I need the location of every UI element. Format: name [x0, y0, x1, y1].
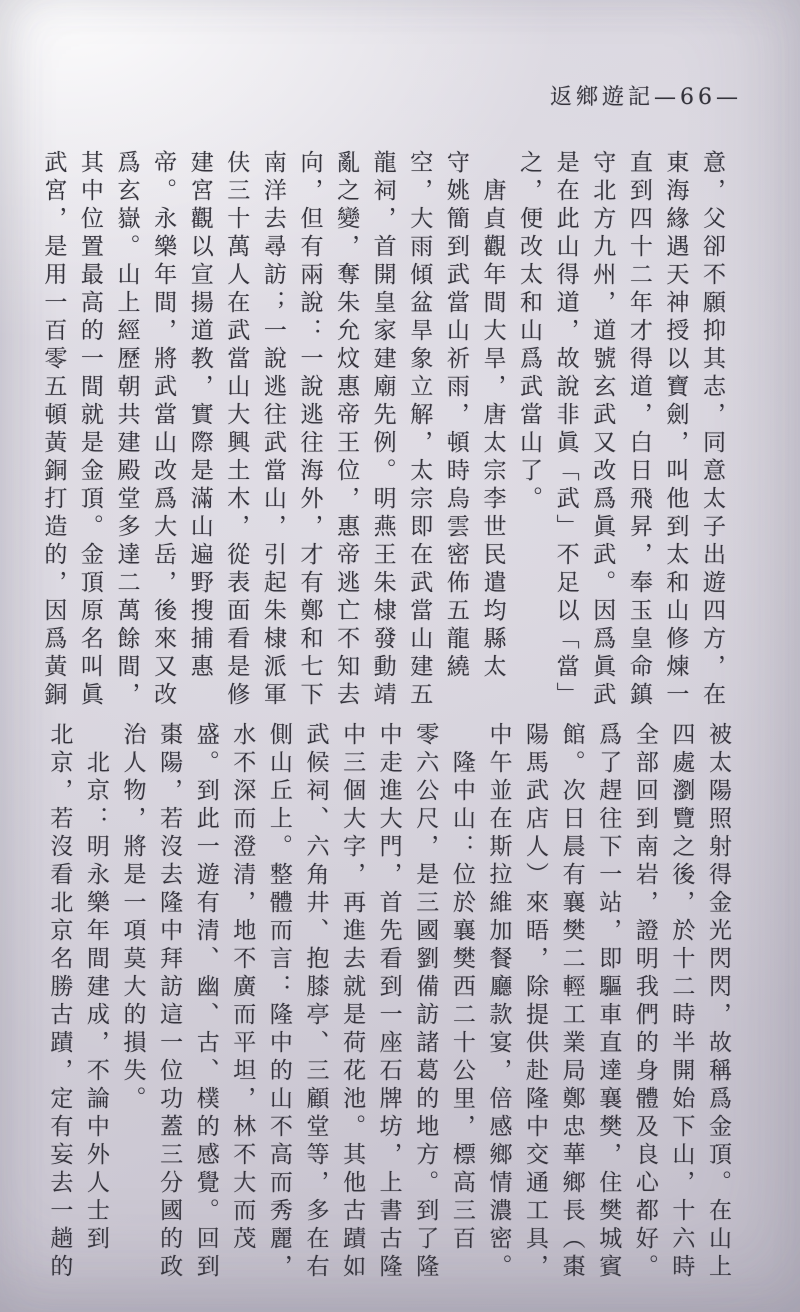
- text-column: 全部回到南岩，證明我們的身體及良心都好。: [631, 722, 658, 1282]
- text-column: 治人物，將是一項莫大的損失。: [119, 722, 146, 1114]
- text-column: 守北方九州，道號玄武又改爲眞武。因爲眞武: [589, 150, 616, 710]
- text-column: 是在此山得道，故說非眞「武」不足以「當」: [552, 150, 579, 710]
- text-column: 陽馬武店人）來晤，除提供赴隆中交通工具，: [522, 722, 549, 1282]
- text-column: 棗陽，若沒去隆中拜訪這一位功蓋三分國的政: [156, 722, 183, 1282]
- text-column: 中走進大門，首先看到一座石牌坊，上書古隆: [375, 722, 402, 1282]
- text-column: 被太陽照射得金光閃閃，故稱爲金頂。在山上: [705, 722, 731, 1282]
- text-column: 唐貞觀年間大旱，唐太宗李世民遣均縣太: [479, 150, 506, 682]
- text-column: 伕三十萬人在武當山大興土木，從表面看是修: [223, 150, 250, 710]
- text-column: 其中位置最高的一間就是金頂。金頂原名叫眞: [76, 150, 103, 710]
- text-column: 中三個大字，再進去就是荷花池。其他古蹟如: [339, 722, 366, 1282]
- text-column: 之，便改太和山爲武當山了。: [516, 150, 543, 514]
- text-column: 館。次日晨有襄樊二輕工業局鄭忠華鄉長（棗: [558, 722, 585, 1282]
- text-column: 盛。到此一遊有清、幽、古、樸的感覺。回到: [192, 722, 219, 1282]
- text-column: 武宮，是用一百零五頓黃銅打造的，因爲黃銅: [40, 150, 67, 710]
- text-column: 亂之變，奪朱允炆惠帝王位，惠帝逃亡不知去: [333, 150, 360, 710]
- upper-text-block: [35, 150, 730, 728]
- text-column: 武候祠、六角井、抱膝亭、三顧堂等，多在右: [302, 722, 329, 1282]
- text-column: 水不深而澄清，地不廣而平坦，林不大而茂: [229, 722, 256, 1254]
- text-column: 南洋去尋訪；一說逃往武當山，引起朱棣派軍: [259, 150, 286, 710]
- text-column: 北京：明永樂年間建成，不論中外人士到: [82, 722, 109, 1254]
- text-column: 零六公尺，是三國劉備訪諸葛的地方。到了隆: [412, 722, 439, 1282]
- text-column: 帝。永樂年間，將武當山改爲大岳，後來又改: [150, 150, 177, 710]
- text-column: 北京，若沒看北京名勝古蹟，定有妄去一趟的: [46, 722, 73, 1282]
- text-column: 向，但有兩說：一說逃往海外，才有鄭和七下: [296, 150, 323, 710]
- text-column: 側山丘上。整體而言：隆中的山不高而秀麗，: [265, 722, 292, 1282]
- text-column: 守姚簡到武當山祈雨，頓時烏雲密佈五龍繞: [442, 150, 469, 682]
- text-column: 隆中山：位於襄樊西二十公里，標高三百: [448, 722, 475, 1254]
- text-column: 爲玄嶽。山上經歷朝共建殿堂多達二萬餘間，: [113, 150, 140, 710]
- text-column: 東海緣遇天神授以寶劍，叫他到太和山修煉一: [662, 150, 689, 710]
- lower-text-block: [41, 722, 736, 1294]
- text-column: 意，父卻不願抑其志，同意太子出遊四方，在: [699, 150, 725, 710]
- text-column: 建宮觀以宣揚道教，實際是滿山遍野搜捕惠: [186, 150, 213, 682]
- text-column: 空，大雨傾盆旱象立解，太宗即在武當山建五: [406, 150, 433, 710]
- text-column: 直到四十二年才得道，白日飛昇，奉玉皇命鎮: [625, 150, 652, 710]
- text-column: 爲了趕往下一站，即驅車直達襄樊，住樊城賓: [595, 722, 622, 1282]
- text-column: 中午並在斯拉維加餐廳款宴，倍感鄉情濃密。: [485, 722, 512, 1282]
- page-header-title: 返鄉遊記—66—: [550, 85, 742, 110]
- text-column: 龍祠，首開皇家建廟先例。明燕王朱棣發動靖: [369, 150, 396, 710]
- text-column: 四處瀏覽之後，於十二時半開始下山，十六時: [668, 722, 695, 1282]
